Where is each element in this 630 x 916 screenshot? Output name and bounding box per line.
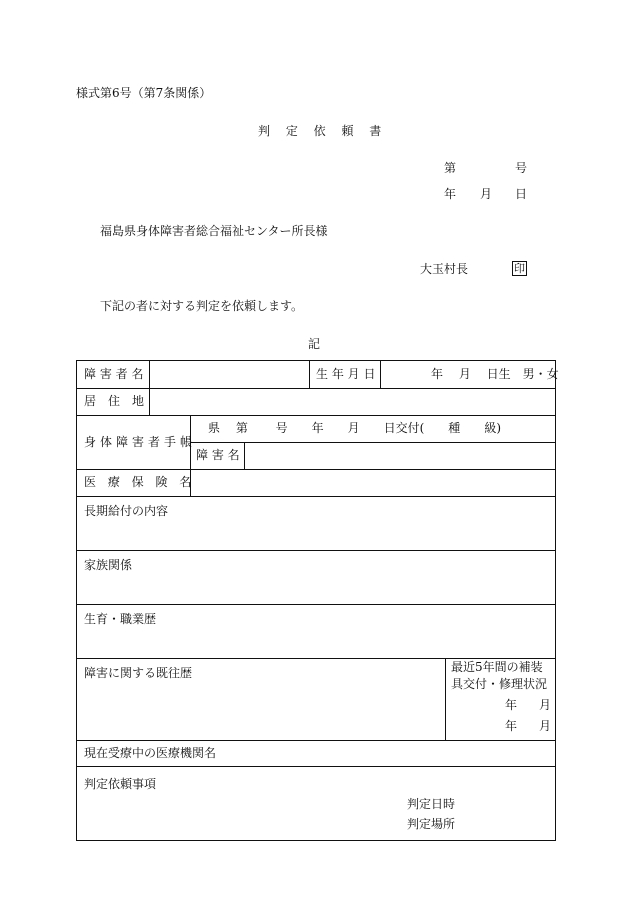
birthdate-value: 年 月 日生 男・女 [431, 367, 559, 381]
current-institution-label: 現在受療中の医療機関名 [84, 746, 217, 760]
col-divider [309, 361, 310, 388]
row-divider [77, 658, 555, 659]
page-title: 判 定 依 頼 書 [258, 124, 388, 138]
row-divider [77, 604, 555, 605]
birthdate-label: 生 年 月 日 [316, 367, 376, 381]
form-number: 様式第6号（第7条関係） [76, 86, 212, 100]
request-items-label: 判定依頼事項 [84, 777, 157, 791]
techo-label: 身体障害者手帳 [84, 435, 197, 449]
aids-row-year: 年 [505, 719, 518, 733]
aids-row-month: 月 [539, 719, 552, 733]
aids-row-year: 年 [505, 698, 518, 712]
date-month: 月 [480, 187, 493, 201]
row-divider [77, 469, 555, 470]
date-day: 日 [515, 187, 528, 201]
aids-label-line1: 最近5年間の補装 [451, 660, 543, 674]
long-term-label: 長期給付の内容 [84, 504, 169, 518]
seal-stamp: 印 [514, 262, 525, 275]
name-label: 障 害 者 名 [84, 367, 144, 381]
request-text: 下記の者に対する判定を依頼します。 [100, 299, 304, 313]
number-go: 号 [515, 161, 528, 175]
date-year: 年 [444, 187, 457, 201]
judgement-date-label: 判定日時 [407, 797, 456, 811]
col-divider [244, 442, 245, 469]
disability-name-label: 障 害 名 [196, 448, 240, 462]
row-divider [77, 415, 555, 416]
judgement-place-label: 判定場所 [407, 817, 456, 831]
ki-heading: 記 [308, 337, 321, 351]
row-divider [77, 766, 555, 767]
row-divider [77, 496, 555, 497]
number-dai: 第 [444, 161, 457, 175]
col-divider [149, 361, 150, 415]
col-divider [380, 361, 381, 388]
aids-row-month: 月 [539, 698, 552, 712]
history-label: 生育・職業歴 [84, 612, 157, 626]
sender: 大玉村長 [420, 262, 469, 276]
col-divider [445, 658, 446, 740]
techo-line: 県 第 号 年 月 日交付( 種 級) [208, 421, 501, 435]
row-divider [77, 550, 555, 551]
address-label: 居 住 地 [84, 394, 145, 408]
row-divider [77, 740, 555, 741]
aids-label-line2: 具交付・修理状況 [451, 677, 548, 691]
family-label: 家族関係 [84, 558, 133, 572]
medical-history-label: 障害に関する既往歴 [84, 666, 193, 680]
insurance-label: 医 療 保 険 名 [84, 475, 196, 489]
request-form-table [76, 360, 559, 841]
addressee: 福島県身体障害者総合福祉センター所長様 [100, 224, 328, 238]
